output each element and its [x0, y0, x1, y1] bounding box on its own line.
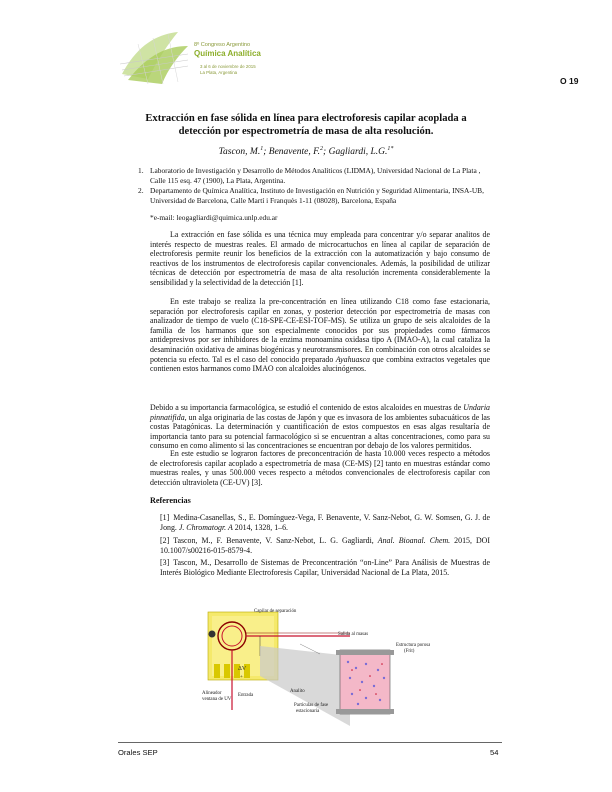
- footer-rule: [118, 742, 502, 743]
- paragraph-4: En este estudio se lograron factores de preconcentración de hasta 10.000 veces respecto a métodos de electroforesis capilar acoplado a espectrometría de masa (CE-MS) [2] tanto en muestras estándar como muestras reales, y unas 500.000 veces respecto a métodos convencionales de electroforesis capilar con detección ultravioleta (CE-UV) [3].: [150, 449, 490, 487]
- frit-bottom: [336, 709, 394, 714]
- affiliation-1: [138, 166, 490, 185]
- reference-2: [160, 536, 490, 555]
- uv-window-aligner: [209, 631, 216, 638]
- affiliation-2-number: 2.: [138, 186, 144, 195]
- logo-line2: Química Analítica: [194, 49, 261, 58]
- spe-ce-diagram: [200, 606, 430, 726]
- reference-3-text: Tascon, M., Desarrollo de Sistemas de Preconcentración “on-Line” Para Análisis de Muestras de Interés Biológico Mediante Electroforesis Capilar, Universidad Nacional de La Plata, 2015.: [160, 558, 490, 577]
- label-frit: (Frit): [404, 649, 415, 654]
- author-3-sup: 1*: [387, 146, 394, 152]
- label-analito: Analito: [290, 689, 305, 694]
- author-1-sup: 1: [260, 146, 264, 152]
- contact-email: *e-mail: leogagliardi@quimica.unlp.edu.ar: [150, 213, 278, 222]
- reference-1-start: Medina-Casanellas, S., E. Domínguez-Vega, F. Benavente, V. Sanz-Nebot, G. W. Somsen, G. J. de Jong.: [160, 513, 490, 532]
- reference-2-number: [2]: [160, 536, 170, 545]
- abstract-code: O 19: [560, 76, 579, 86]
- paragraph-1: La extracción en fase sólida es una técnica muy empleada para concentrar y/o separar analitos de interés respecto de muestras reales. El armado de microcartuchos en línea al capilar de separación de electroforesis permite reunir los beneficios de la extracción con la automatización y bajo consumo de reactivos de los instrumentos de electroforesis capilar convencionales. Además, la posibilidad de utilizar técnicas de detección por espectrometría de masa de alta resolución incrementa considerablemente la sensibilidad y la selectividad de la detección [1].: [150, 230, 490, 287]
- congress-logo: [118, 24, 268, 88]
- label-ventana: ventana de UV: [202, 697, 232, 702]
- logo-line1: 8º Congreso Argentino: [194, 42, 251, 48]
- reference-3: [160, 558, 490, 577]
- reference-1-number: [1]: [160, 513, 170, 522]
- paragraph-2-end: que combina extractos vegetales que contienen estos harmanos como IMAO con alcaloides alucinógenos.: [150, 354, 490, 374]
- label-plus: +: [240, 675, 243, 680]
- label-alineador: Alineador: [202, 691, 222, 696]
- logo-wave-graphic: [120, 32, 188, 84]
- page-number: 54: [490, 748, 499, 757]
- label-delta-v: ΔV: [238, 666, 247, 672]
- reference-3-number: [3]: [160, 558, 170, 567]
- label-entrada: Entrada: [238, 693, 254, 698]
- affiliation-1-text: Laboratorio de Investigación y Desarrollo de Métodos Analíticos (LIDMA), Universidad Nacional de La Plata , Calle 115 esq. 47 (1900), La Plata, Argentina.: [150, 166, 481, 185]
- label-estacionaria: estacionaria: [296, 709, 320, 714]
- author-3: Gagliardi, L.G.: [328, 147, 388, 158]
- paper-title: Extracción en fase sólida en línea para electroforesis capilar acoplada a detección por espectrometría de masa de alta resolución.: [145, 113, 467, 137]
- paragraph-2-body: En este trabajo se realiza la pre-concentración en línea utilizando C18 como fase estacionaria, separación por electroforesis capilar en zonas, y posterior detección por espectrometría de masas con analizador de tiempo de vuelo (C18-SPE-CE-ESI-TOF-MS). Se utiliza un grupo de seis alcaloides de la familia de los harmanos que son especialmente conocidos por sus propiedades como fármacos antidepresivos por ser inhibidores de la enzima monoamina oxidasa tipo A (IMAO-A), la cual cataliza la desaminación oxidativa de aminas biogénicas y neurotransmisores. En combinación con otros alcaloides se potencia su efecto. Tal es el caso del conocido preparado: [150, 297, 490, 364]
- logo-city: La Plata, Argentina: [200, 70, 238, 75]
- stationary-phase-cartridge: [340, 650, 390, 714]
- author-2-sup: 2: [320, 146, 324, 152]
- label-estructura: Estructura porosa: [396, 643, 430, 648]
- label-capilar: Capilar de separación: [254, 609, 297, 614]
- reference-2-end: 2015, DOI 10.1007/s00216-015-8579-4.: [160, 536, 491, 555]
- affiliation-2: [138, 186, 490, 205]
- label-salida: Salida al masas: [338, 632, 369, 637]
- footer-section: Orales SEP: [118, 748, 158, 757]
- author-2: Benavente, F.: [268, 147, 321, 158]
- paragraph-3: [150, 403, 490, 451]
- reference-1: [160, 513, 490, 532]
- author-1: Tascon, M.: [218, 147, 261, 158]
- paragraph-3-start: Debido a su importancia farmacológica, se estudió el contenido de estos alcaloides en muestras de: [150, 403, 464, 412]
- reference-1-journal: J. Chromatogr. A: [178, 522, 233, 532]
- paragraph-2: [150, 297, 490, 374]
- paragraph-2-italic: Ayahuasca: [335, 354, 370, 364]
- reference-2-start: Tascon, M., F. Benavente, V. Sanz-Nebot, L. G. Gagliardi,: [173, 536, 378, 545]
- reference-1-end: 2014, 1328, 1–6.: [232, 522, 289, 532]
- paragraph-3-end: , un alga originaria de las costas de Japón y que es invasora de los ambientes subacuáticos de las costas Patagónicas. La determinación y cuantificación de estos compuestos en esas algas resultaría de importancia tanto para su potencial farmacológico si se encuentran a altas concentraciones, como para su consumo en como alimento si las concentraciones se encuentran por debajo de los valores permitidos.: [150, 412, 490, 451]
- author-line: Tascon, M.$^1$; Benavente, F.$^2$; Gagliardi, L.G.$^{1*}$: [218, 146, 394, 158]
- logo-date: 3 al 6 de noviembre de 2015: [200, 64, 256, 69]
- affiliation-1-number: 1.: [138, 166, 144, 175]
- cartridge-magnifier: [260, 646, 394, 726]
- label-particulas: Partículas de fase: [294, 703, 329, 708]
- reference-2-journal: Anal. Bioanal. Chem.: [377, 536, 451, 545]
- references-heading: Referencias: [150, 496, 191, 505]
- frit-top: [336, 650, 394, 655]
- paragraph-3-italic: Undaria pinnatifida: [150, 403, 490, 422]
- affiliation-2-text: Departamento de Química Analítica, Instituto de Investigación en Nutrición y Seguridad Alimentaria, INSA-UB, Universidad de Barcelona, Calle Martí i Franquès 1-11 (08028), Barcelona, España: [150, 186, 484, 205]
